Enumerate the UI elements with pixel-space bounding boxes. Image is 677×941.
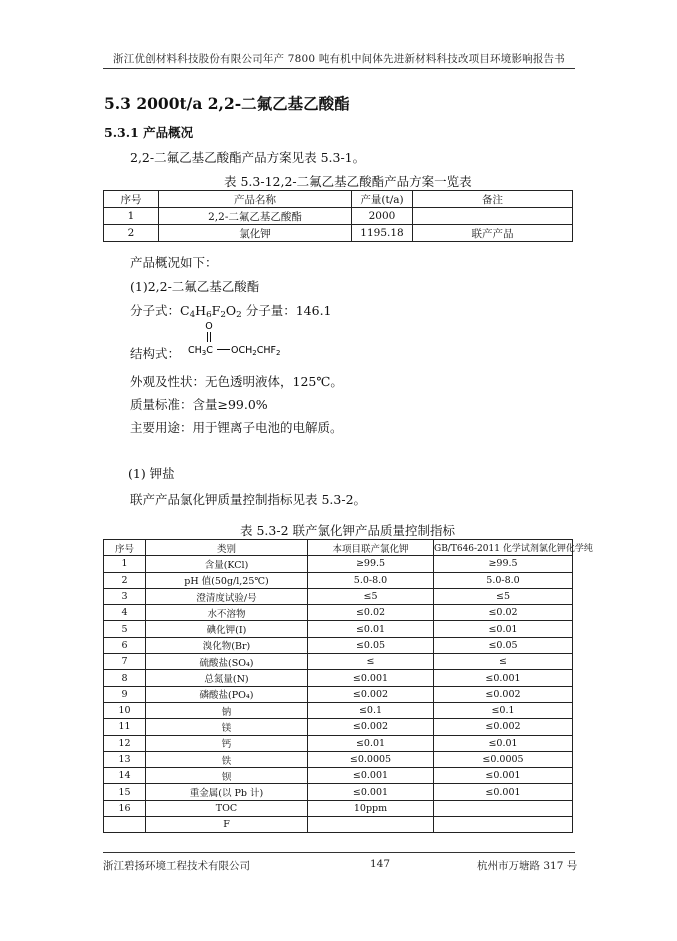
table-row [104,208,573,225]
table-row [104,556,573,572]
table-cell: 2000 [352,208,413,225]
table-cell: 2,2-二氟乙基乙酸酯 [159,208,352,225]
table-cell: ≤0.001 [308,784,434,800]
oxygen-atom: O [205,321,213,332]
ester-sub: 2 [252,349,257,357]
table-cell [434,817,573,833]
header-cell: 序号 [104,191,159,208]
kcl-quality-table [103,539,593,833]
carbonyl-carbon: C [206,345,213,356]
formula-prefix: 分子式：C [130,303,190,318]
table-row [104,225,573,242]
potassium-heading: (1) 钾盐 [128,466,175,481]
table-cell: ≤ [434,654,573,670]
table-cell: 溴化物(Br) [146,637,308,653]
structure-label: 结构式： [130,346,181,361]
header-cell: GB/T646-2011 化学试剂氯化钾化学纯 [434,540,573,556]
table-cell: ≥99.5 [434,556,573,572]
header-cell: 产品名称 [159,191,352,208]
table-cell: F [146,817,308,833]
page-number: 147 [370,858,391,870]
table-cell: 重金属(以 Pb 计) [146,784,308,800]
table-cell [104,817,146,833]
quality-line: 质量标准：含量≥99.0% [130,397,268,412]
table-cell: ≤0.0005 [434,751,573,767]
formula-atom: O [225,303,237,318]
table-cell: ≤0.001 [434,670,573,686]
table-cell: 碘化钾(I) [146,621,308,637]
table-cell: ≤0.01 [308,621,434,637]
table-cell: 10ppm [308,800,434,816]
table-cell: ≤0.1 [434,702,573,718]
header-cell: 备注 [413,191,573,208]
table-cell: 氯化钾 [159,225,352,242]
table-row [104,654,573,670]
table-cell: 6 [104,637,146,653]
table-cell: 13 [104,751,146,767]
table-cell: 含量(KCl) [146,556,308,572]
table-cell: 水不溶物 [146,605,308,621]
ester-group [231,345,280,357]
table-cell: ≤0.001 [434,784,573,800]
table-cell: 镁 [146,719,308,735]
table-cell: 铁 [146,751,308,767]
table-cell: 14 [104,768,146,784]
table-cell: 11 [104,719,146,735]
table-row [104,784,573,800]
table-cell: 联产产品 [413,225,573,242]
table-cell: ≤0.05 [308,637,434,653]
intro-paragraph: 2,2-二氟乙基乙酸酯产品方案见表 5.3-1。 [130,150,366,165]
table-row [104,572,573,588]
footer-rule [103,852,575,853]
table-row [104,686,573,702]
header-cell: 类别 [146,540,308,556]
table-cell: 9 [104,686,146,702]
table-row [104,702,573,718]
table-cell: ≤0.001 [308,768,434,784]
table-cell: 钙 [146,735,308,751]
table-cell: ≤0.05 [434,637,573,653]
table2-caption: 表 5.3-2 联产氯化钾产品质量控制指标 [240,523,456,538]
table-cell: 3 [104,588,146,604]
table-row [104,768,573,784]
table-cell: 1 [104,556,146,572]
table-row [104,800,573,816]
formula-atom: H [195,303,207,318]
table-cell: ≤0.001 [308,670,434,686]
methyl-label: CH [188,345,202,356]
table-row [104,588,573,604]
table-cell: TOC [146,800,308,816]
table-cell: pH 值(50g/l,25℃) [146,572,308,588]
table-cell: ≤0.001 [434,768,573,784]
table-cell: 2 [104,572,146,588]
formula-sub: 2 [220,310,226,320]
table-cell: 4 [104,605,146,621]
table-cell: ≤0.01 [434,621,573,637]
table-cell: ≤0.1 [308,702,434,718]
table-cell: ≤0.02 [308,605,434,621]
table-header-row [104,191,573,208]
molecular-weight: 分子量：146.1 [241,303,332,318]
table-cell: 磷酸盐(PO₄) [146,686,308,702]
table-cell: ≤0.02 [434,605,573,621]
table-cell: 5 [104,621,146,637]
footer-company: 浙江碧扬环境工程技术有限公司 [103,860,250,872]
table-cell: ≤0.01 [434,735,573,751]
section-heading: 5.3 2000t/a 2,2-二氟乙基乙酸酯 [104,94,350,113]
table-cell: ≥99.5 [308,556,434,572]
table1-caption: 表 5.3-12,2-二氟乙基乙酸酯产品方案一览表 [224,174,472,189]
table-cell: 12 [104,735,146,751]
table-cell [434,800,573,816]
table-cell: ≤0.0005 [308,751,434,767]
header-cell: 产量(t/a) [352,191,413,208]
table-cell: 7 [104,654,146,670]
table-row [104,621,573,637]
formula-sub: 6 [206,310,212,320]
formula-atom: F [211,303,221,318]
table-row [104,719,573,735]
table-cell: 钡 [146,768,308,784]
table-row [104,751,573,767]
table-cell: 16 [104,800,146,816]
table-cell: 1195.18 [352,225,413,242]
ester-label: OCH [231,345,253,356]
table-cell [413,208,573,225]
methyl-group [188,345,213,357]
header-cell: 本项目联产氯化钾 [308,540,434,556]
product-plan-table [103,190,573,242]
usage-line: 主要用途：用于锂离子电池的电解质。 [130,420,343,435]
subsection-heading: 5.3.1 产品概况 [104,125,194,140]
table-row [104,605,573,621]
formula-sub: 4 [189,310,196,320]
structural-formula-diagram [186,318,296,360]
table-cell: 10 [104,702,146,718]
table-cell: 2 [104,225,159,242]
table-row [104,735,573,751]
table-cell: ≤0.002 [308,686,434,702]
running-header: 浙江优创材料科技股份有限公司年产 7800 吨有机中间体先进新材料科技改项目环境影响报告书 [113,53,565,65]
table-row [104,637,573,653]
table-cell: ≤5 [308,588,434,604]
molecular-formula [130,301,332,319]
table-cell: 钠 [146,702,308,718]
table-cell: 澄清度试验/号 [146,588,308,604]
footer-address: 杭州市万塘路 317 号 [477,860,578,872]
table-cell: 15 [104,784,146,800]
header-cell: 序号 [104,540,146,556]
table-cell: ≤0.002 [308,719,434,735]
table-cell: ≤5 [434,588,573,604]
appearance-line: 外观及性状：无色透明液体，125℃。 [130,374,343,389]
table-row [104,670,573,686]
difluoro-sub: 2 [275,349,281,357]
table-cell: 5.0-8.0 [308,572,434,588]
table-cell: 5.0-8.0 [434,572,573,588]
table-row [104,817,573,833]
product-name: (1)2,2-二氟乙基乙酸酯 [130,279,260,294]
overview-label: 产品概况如下： [130,255,218,270]
table-cell: 8 [104,670,146,686]
methyl-sub: 3 [201,349,207,357]
table-cell: 硫酸盐(SO₄) [146,654,308,670]
difluoro-label: CHF [256,345,276,356]
table-cell: 总氮量(N) [146,670,308,686]
table-cell: 1 [104,208,159,225]
table-header-row [104,540,573,556]
table-cell [308,817,434,833]
table-cell: ≤0.002 [434,686,573,702]
table-cell: ≤0.01 [308,735,434,751]
header-rule [103,68,575,69]
table-cell: ≤0.002 [434,719,573,735]
table-cell: ≤ [308,654,434,670]
formula-sub: 2 [236,310,242,320]
potassium-intro: 联产产品氯化钾质量控制指标见表 5.3-2。 [130,492,367,507]
